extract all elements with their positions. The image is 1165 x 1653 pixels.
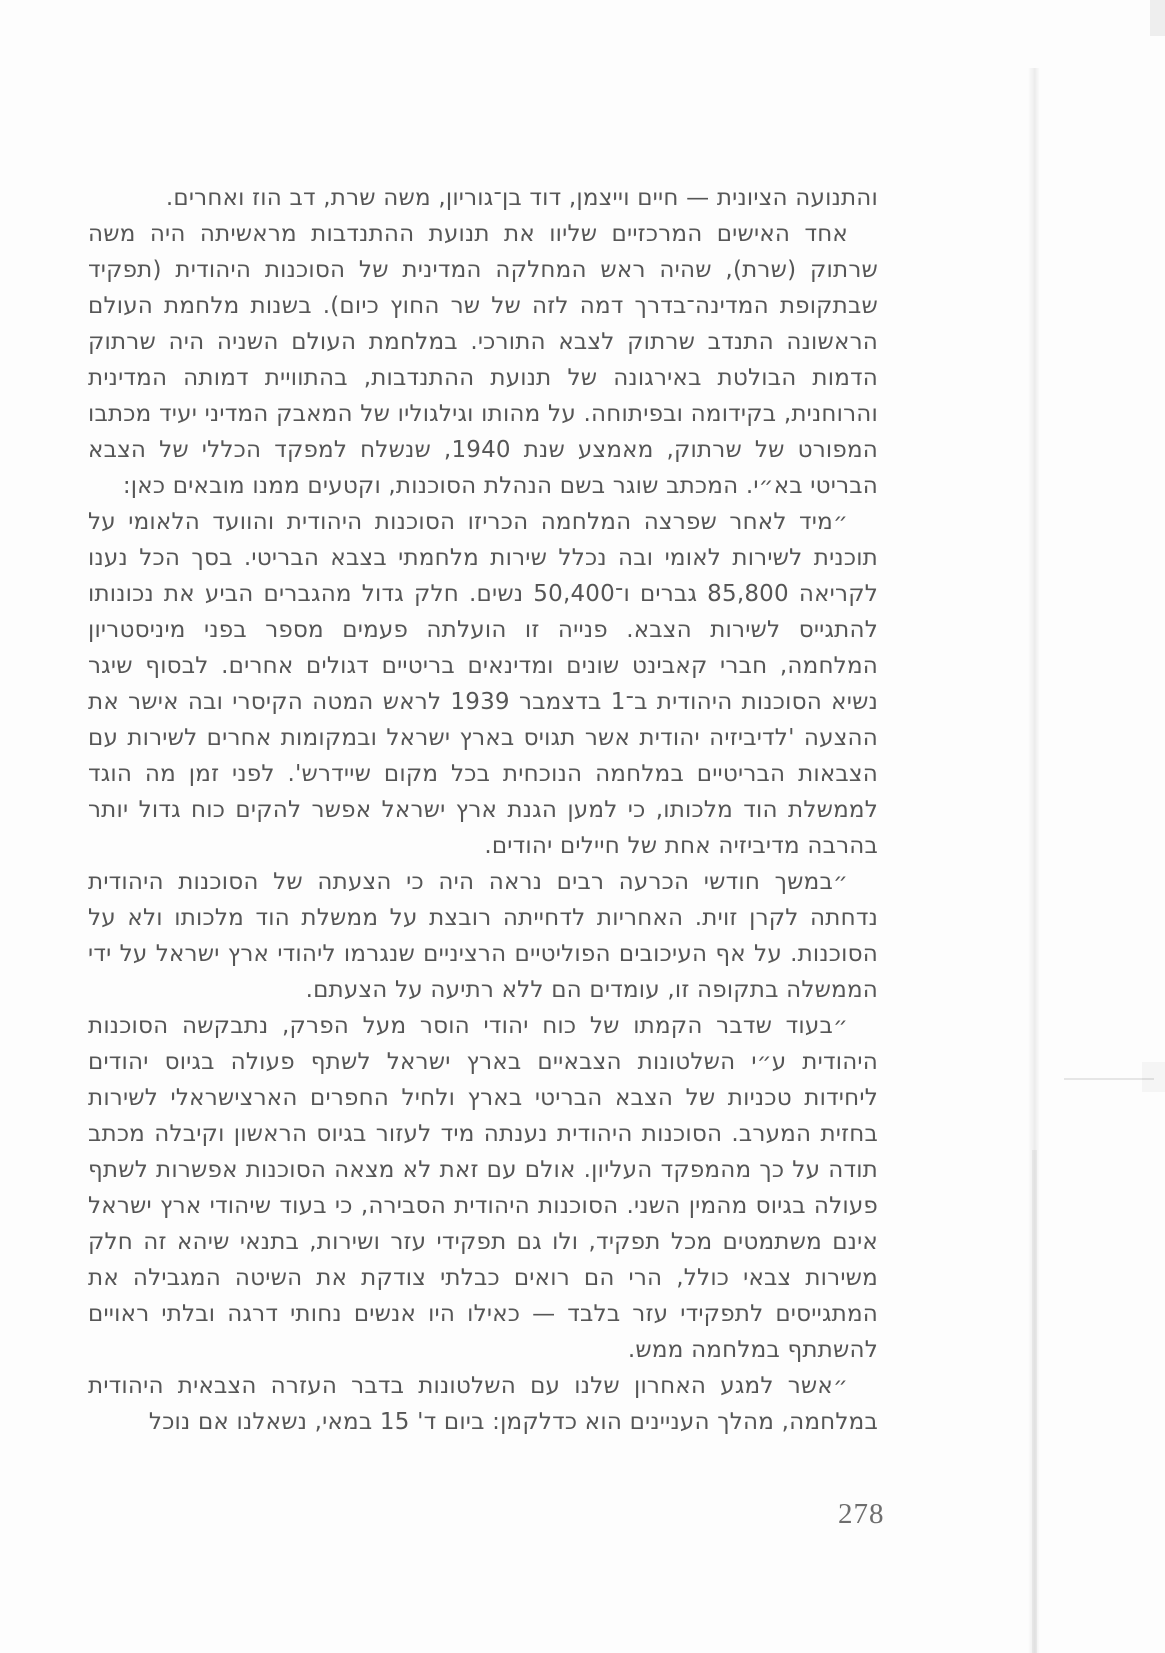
paragraph: אחד האישים המרכזיים שליוו את תנועת ההתנדבות מראשיתה היה משה שרתוק (שרת), שהיה ראש המחלקה המדינית של הסוכנות היהודית (תפקיד שבתקופת המדינה־בדרך דמה לזה של שר החוץ כיום). בשנות מלחמת העולם הראשונה התנדב שרתוק לצבא התורכי. במלחמת העולם השניה היה שרתוק הדמות הבולטת באירגונה של תנועת ההתנדבות, בהתוויית דמותה המדינית והרוחנית, בקידומה ובפיתוחה. על מהותו וגילגוליו של המאבק המדיני יעיד מכתבו המפורט של שרתוק, מאמצע שנת 1940, שנשלח למפקד הכללי של הצבא הבריטי בא״י. המכתב שוגר בשם הנהלת הסוכנות, וקטעים ממנו מובאים כאן:	[88, 221, 878, 499]
page-number: 278	[838, 1498, 885, 1530]
scan-edge-shadow-horizontal	[1064, 1078, 1154, 1080]
scan-edge-shadow-vertical-lower	[1032, 1150, 1037, 1653]
paragraph: ״במשך חודשי הכרעה רבים נראה היה כי הצעתה של הסוכנות היהודית נדחתה לקרן זוית. האחריות לדחייתה רובצת על ממשלת הוד מלכותו ולא על הסוכנות. על אף העיכובים הפוליטיים הרציניים שנגרמו ליהודי ארץ ישראל על ידי הממשלה בתקופה זו, עומדים הם ללא רתיעה על הצעתם.	[88, 869, 878, 1003]
paragraph: ״בעוד שדבר הקמתו של כוח יהודי הוסר מעל הפרק, נתבקשה הסוכנות היהודית ע״י השלטונות הצבאיים בארץ ישראל לשתף פעולה בגיוס יהודים ליחידות טכניות של הצבא הבריטי בארץ ולחיל החפרים הארצישראלי לשירות בחזית המערב. הסוכנות היהודית נענתה מיד לעזור בגיוס הראשון וקיבלה מכתב תודה על כך מהמפקד העליון. אולם עם זאת לא מצאה הסוכנות אפשרות לשתף פעולה בגיוס מהמין השני. הסוכנות היהודית הסבירה, כי בעוד שיהודי ארץ ישראל אינם משתמטים מכל תפקיד, ולו גם תפקידי עזר ושירות, בתנאי שיהא זה חלק משירות צבאי כולל, הרי הם רואים כבלתי צודקת את השיטה המגבילה את המתגייסים לתפקידי עזר בלבד — כאילו היו אנשים נחותי דרגה ובלתי ראויים להשתתף במלחמה ממש.	[88, 1013, 878, 1363]
page-text	[88, 180, 878, 1440]
paragraph: ״מיד לאחר שפרצה המלחמה הכריזו הסוכנות היהודית והוועד הלאומי על תוכנית לשירות לאומי ובה נכלל שירות מלחמתי בצבא הבריטי. בסך הכל נענו לקריאה 85,800 גברים ו־50,400 נשים. חלק גדול מהגברים הביע את נכונותו להתגייס לשירות הצבא. פנייה זו הועלתה פעמים מספר בפני מיניסטריון המלחמה, חברי קאבינט שונים ומדינאים בריטיים דגולים אחרים. לבסוף שיגר נשיא הסוכנות היהודית ב־1 בדצמבר 1939 לראש המטה הקיסרי ובה אישר את ההצעה 'לדיביזיה יהודית אשר תגויס בארץ ישראל ובמקומות אחרים לשירות עם הצבאות הבריטיים במלחמה הנוכחית בכל מקום שיידרש'. לפני זמן מה הוגד לממשלת הוד מלכותו, כי למען הגנת ארץ ישראל אפשר להקים כוח גדול יותר בהרבה מדיביזיה אחת של חיילים יהודים.	[88, 509, 878, 859]
scan-smudge	[1142, 1062, 1165, 1092]
paragraph: ״אשר למגע האחרון שלנו עם השלטונות בדבר העזרה הצבאית היהודית במלחמה, מהלך העניינים הוא כדלקמן: ביום ד' 15 במאי, נשאלנו אם נוכל	[88, 1373, 878, 1435]
scan-edge-shadow-vertical	[1028, 68, 1040, 1653]
paragraph: והתנועה הציונית — חיים וייצמן, דוד בן־גוריון, משה שרת, דב הוז ואחרים.	[165, 185, 878, 211]
scan-corner-shadow	[1150, 0, 1165, 36]
